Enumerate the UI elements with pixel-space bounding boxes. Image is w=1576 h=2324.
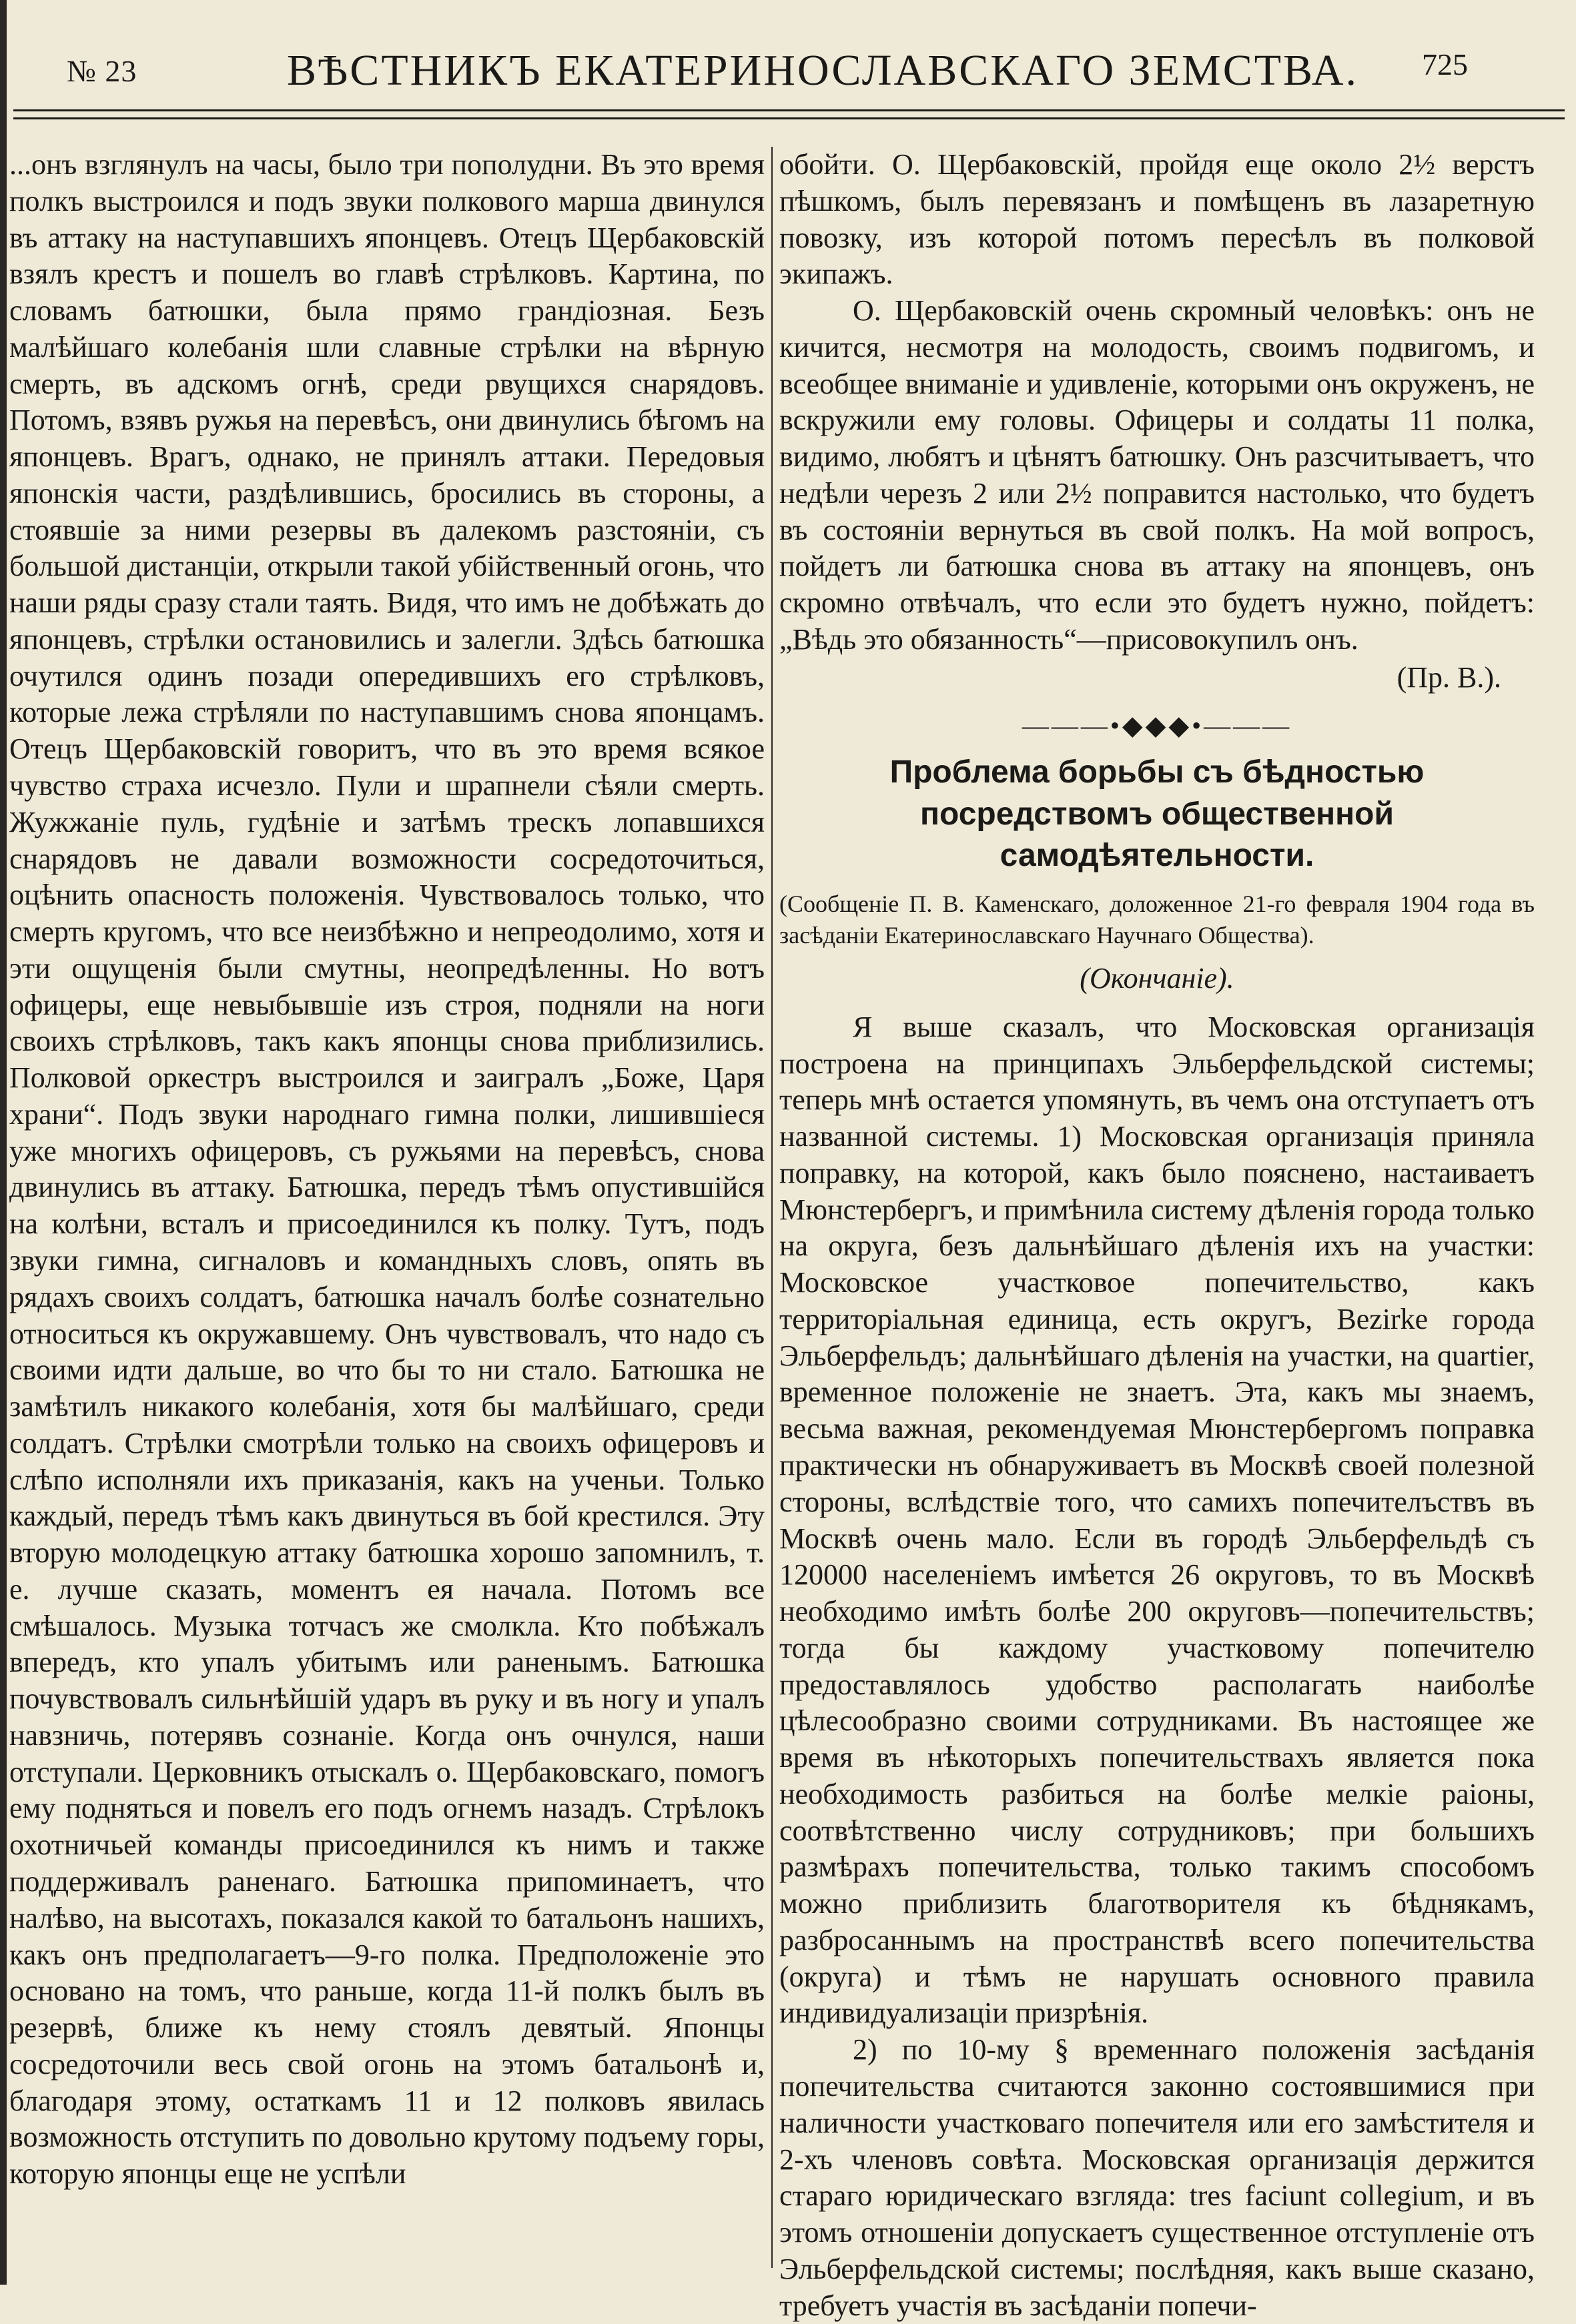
page-edge-shadow [0, 0, 7, 2285]
section-ornament: ———•◆◆◆•——— [1022, 710, 1292, 741]
paragraph-modesty: О. Щербаковскій очень скромный человѣкъ: онъ не кичится, несмотря на молодость, своимъ подвигомъ, и всеобщее вниманіе и удивленіе, которыми онъ окруженъ, не вскружили ему головы. Офицеры и солдаты 11 полка, видимо, любятъ и цѣнятъ батюшку. Онъ разсчитываетъ, что недѣли черезъ 2 или 2½ поправится настолько, что будетъ въ состояніи вернуться въ свой полкъ. На мой вопросъ, пойдетъ ли батюшка снова въ аттаку на японцевъ, онъ скромно отвѣчалъ, что если это будетъ нужно, пойдетъ: „Вѣдь это обязанность“—присовокупилъ онъ. [779, 294, 1535, 656]
column-divider [771, 147, 773, 2268]
issue-number: № 23 [67, 54, 137, 88]
left-column [9, 147, 765, 2261]
header-double-rule [13, 109, 1565, 119]
continuation-label: (Окончаніе). [1080, 962, 1234, 995]
paragraph-end-of-story: обойти. О. Щербаковскій, пройдя еще около 2½ верстъ пѣшкомъ, былъ перевязанъ и помѣщенъ въ лазаретную повозку, изъ которой потомъ пересѣлъ въ полковой экипажъ. [779, 148, 1535, 291]
right-column [779, 147, 1535, 2322]
journal-title: ВѢСТНИКЪ ЕКАТЕРИНОСЛАВСКАГО ЗЕМСТВА. [287, 46, 1359, 95]
article-title: Проблема борьбы съ бѣдностью посредствомъ общественной самодѣятельности. [889, 754, 1425, 874]
left-column-text: ...онъ взглянулъ на часы, было три пополудни. Въ это время полкъ выстроился и подъ звуки полкового марша двинулся въ аттаку на наступавшихъ японцевъ. Отецъ Щербаковскій взялъ крестъ и пошелъ во главѣ стрѣлковъ. Картина, по словамъ батюшки, была прямо грандіозная. Безъ малѣйшаго колебанія шли славные стрѣлки на вѣрную смерть, въ адскомъ огнѣ, среди рвущихся снарядовъ. Потомъ, взявъ ружья на перевѣсъ, они двинулись бѣгомъ на японцевъ. Врагъ, однако, не принялъ аттаки. Передовыя японскія части, раздѣлившись, бросились въ стороны, а стоявшіе за ними резервы въ далекомъ разстояніи, съ большой дистанціи, открыли такой убійственный огонь, что наши ряды сразу стали таять. Видя, что имъ не добѣжать до японцевъ, стрѣлки остановились и залегли. Здѣсь батюшка очутился одинъ позади опередившихъ его стрѣлковъ, которые лежа стрѣляли по наступавшимъ снова японцамъ. Отецъ Щербаковскій говоритъ, что въ это время всякое чувство страха исчезло. Пули и шрапнели сѣяли смерть. Жужжаніе пуль, гудѣніе и затѣмъ трескъ лопавшихся снарядовъ не давали возможности сосредоточиться, оцѣнить опасность положенія. Чувствовалось только, что смерть кругомъ, что все неизбѣжно и непреодолимо, хотя и эти ощущенія были смутны, неопредѣленны. Но вотъ офицеры, еще невыбывшіе изъ строя, подняли на ноги своихъ стрѣлковъ, такъ какъ японцы снова приблизились. Полковой оркестръ выстроился и заигралъ „Боже, Царя храни“. Подъ звуки народнаго гимна полки, лишившіеся уже многихъ офицеровъ, съ ружьями на перевѣсъ, снова двинулись въ аттаку. Батюшка, передъ тѣмъ опустившійся на колѣни, всталъ и присоединился къ полку. Тутъ, подъ звуки гимна, сигналовъ и командныхъ словъ, опять въ рядахъ своихъ солдатъ, батюшка началъ болѣе сознательно относиться къ окружавшему. Онъ чувствовалъ, что надо съ своими идти дальше, во что бы то ни стало. Батюшка не замѣтилъ никакого колебанія, хотя бы малѣйшаго, среди солдатъ. Стрѣлки смотрѣли только на своихъ офицеровъ и слѣпо исполняли ихъ приказанія, какъ на ученьи. Только каждый, передъ тѣмъ какъ двинуться въ бой крестился. Эту вторую молодецкую аттаку батюшка хорошо запомнилъ, т. е. лучше сказать, моментъ ея начала. Потомъ все смѣшалось. Музыка тотчасъ же смолкла. Кто побѣжалъ впередъ, кто упалъ убитымъ или раненымъ. Батюшка почувствовалъ сильнѣйшій ударъ въ руку и въ ногу и упалъ навзничь, потерявъ сознаніе. Когда онъ очнулся, наши отступали. Церковникъ отыскалъ о. Щербаковскаго, помогъ ему подняться и повелъ его подъ огнемъ назадъ. Стрѣлокъ охотничьей команды присоединился къ нимъ и также поддерживалъ раненаго. Батюшка припоминаетъ, что налѣво, на высотахъ, показался какой то батальонъ нашихъ, какъ онъ предполагаетъ—9-го полка. Предположеніе это основано на томъ, что раньше, когда 11-й полкъ былъ въ резервѣ, ближе къ нему стоялъ девятый. Японцы сосредоточили весь свой огонь на этомъ батальонѣ и, благодаря этому, остаткамъ 11 и 12 полковъ явилась возможность отступить по довольно крутому подъему горы, которую японцы еще не успѣли [9, 148, 765, 2191]
paragraph-sessions: 2) по 10-му § временнаго положенія засѣданія попечительства считаются законно состоявшимися при наличности участковаго попечителя или его замѣстителя и 2-хъ членовъ совѣта. Московская организація держится стараго юридическаго взгляда: tres faciunt collegium, и въ этомъ отношеніи допускаетъ существенное отступленіе отъ Эльберфельдской системы; послѣдняя, какъ выше сказано, требуетъ участія въ засѣданіи попечи- [779, 2033, 1535, 2322]
article-subtitle-note: (Сообщеніе П. В. Каменскаго, доложенное 21-го февраля 1904 года въ засѣданіи Екатеринославскаго Научнаго Общества). [779, 891, 1535, 949]
author-signature: (Пр. В.). [1397, 660, 1501, 694]
page-number: 725 [1422, 47, 1468, 81]
paragraph-moscow-organization: Я выше сказалъ, что Московская организація построена на принципахъ Эльберфельдской системы; теперь мнѣ остается упомянуть, въ чемъ она отступаетъ отъ названной системы. 1) Московская организація приняла поправку, на которой, какъ было пояснено, настаиваетъ Мюнстербергъ, и примѣнила систему дѣленія города только на округа, безъ дальнѣйшаго дѣленія ихъ на участки: Московское участковое попечительство, какъ территоріальная единица, есть округъ, Bezirke города Эльберфельдъ; дальнѣйшаго дѣленія на участки, на quartier, временное положеніе не знаетъ. Эта, какъ мы знаемъ, весьма важная, рекомендуемая Мюнстербергомъ поправка практически нъ обнаруживаетъ въ Москвѣ своей полезной стороны, вслѣдствіе того, что самихъ попечителъствъ въ Москвѣ очень мало. Если въ городѣ Эльберфельдѣ съ 120000 населеніемъ имѣется 26 округовъ, то въ Москвѣ необходимо имѣть болѣе 200 округовъ—попечительствъ; тогда бы каждому участковому попечителю предоставлялось удобство располагать наиболѣе цѣлесообразно своими сотрудниками. Въ настоящее же время въ нѣкоторыхъ попечительствахъ является пока необходимость разбиться на болѣе мелкіе раіоны, соотвѣтственно числу сотрудниковъ; при большихъ размѣрахъ попечительства, только такимъ способомъ можно приблизить благотворителя къ бѣднякамъ, разбросаннымъ на пространствѣ всего попечительства (округа) и тѣмъ не нарушать основного правила индивидуализаціи призрѣнія. [779, 1010, 1535, 2030]
page-header [67, 40, 1488, 100]
